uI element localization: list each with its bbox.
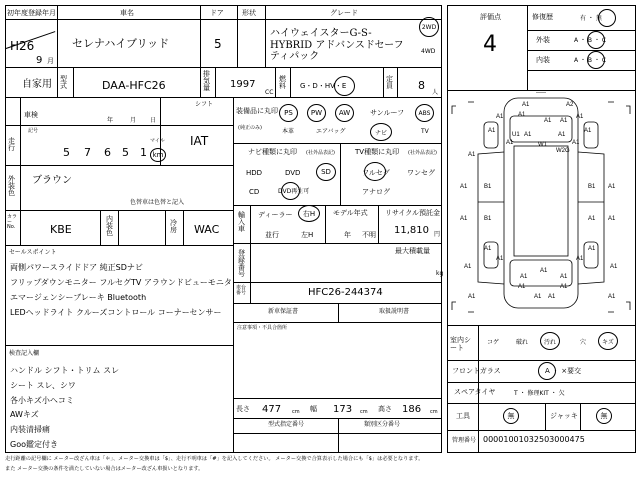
month-unit: 月 bbox=[47, 57, 54, 65]
jack-none-circle: 無 bbox=[596, 408, 612, 424]
equip-ps-circle: PS bbox=[279, 104, 298, 122]
divider bbox=[5, 97, 442, 98]
divider bbox=[183, 210, 184, 245]
divider bbox=[250, 282, 251, 303]
seat-scratch-circle: キズ bbox=[598, 332, 618, 350]
divider bbox=[325, 205, 326, 243]
seat-label: 室内シート bbox=[450, 336, 471, 353]
exterior-b-circle bbox=[587, 31, 605, 49]
tv-oneseg: ワンセグ bbox=[407, 169, 435, 177]
divider bbox=[580, 403, 581, 430]
damage-mark: A1 bbox=[560, 284, 568, 290]
damage-mark: A1 bbox=[584, 128, 592, 134]
divider bbox=[397, 67, 398, 97]
doors: 5 bbox=[214, 37, 222, 51]
yen: 円 bbox=[434, 231, 441, 238]
divider bbox=[447, 90, 636, 91]
divider bbox=[73, 67, 74, 97]
height-unit: cm bbox=[430, 409, 438, 415]
inspector-note: ハンドル シフト・トリム スレ bbox=[10, 366, 120, 375]
divider bbox=[233, 243, 442, 244]
nav-sd-circle: SD bbox=[316, 163, 336, 181]
divider bbox=[527, 5, 528, 90]
damage-mark: A1 bbox=[464, 264, 472, 270]
damage-mark: A1 bbox=[540, 268, 548, 274]
inspection-month: 月 bbox=[130, 117, 137, 124]
damage-mark: A1 bbox=[468, 294, 476, 300]
divider bbox=[233, 282, 442, 283]
interior-label: 内装 bbox=[536, 56, 550, 64]
capacity: 8 bbox=[418, 79, 425, 92]
score-label: 評価点 bbox=[480, 13, 501, 21]
divider bbox=[57, 5, 58, 97]
tv-sub: (社外品表記) bbox=[408, 150, 437, 156]
km-circle: km bbox=[150, 148, 166, 162]
parallel: 並行 bbox=[265, 231, 279, 239]
model-label: 型式 bbox=[60, 75, 67, 90]
damage-mark: A1 bbox=[608, 216, 616, 222]
repair-label: 修復歴 bbox=[532, 13, 553, 21]
divider bbox=[265, 5, 266, 67]
divider bbox=[290, 67, 291, 97]
divider bbox=[545, 403, 546, 430]
damage-mark: A1 bbox=[524, 132, 532, 138]
equip-sunroof: サンルーフ bbox=[370, 109, 405, 117]
damage-mark: A1 bbox=[560, 118, 568, 124]
damage-mark: A1 bbox=[588, 216, 596, 222]
inspector-note: 各小キズ小ヘコミ bbox=[10, 396, 74, 405]
damage-mark: A1 bbox=[576, 114, 584, 120]
divider bbox=[447, 430, 636, 431]
divider bbox=[200, 67, 201, 97]
damage-mark: A1 bbox=[560, 274, 568, 280]
drive-2wd-circle: 2WD bbox=[419, 17, 439, 37]
sales-point: フリップダウンモニター フルセグTV アラウンドビューモニタ bbox=[10, 278, 232, 287]
divider bbox=[5, 19, 442, 20]
damage-mark: W1 bbox=[538, 142, 547, 148]
inspector-label: 検査記入欄 bbox=[9, 350, 40, 357]
color: ブラウン bbox=[32, 175, 72, 186]
equip-abs-circle: ABS bbox=[415, 104, 434, 122]
equipment-sublabel: (純正のみ) bbox=[238, 125, 262, 131]
sales-points-label: セールスポイント bbox=[9, 249, 57, 256]
mileage-digit: 5 bbox=[122, 146, 129, 159]
damage-mark: A1 bbox=[544, 118, 552, 124]
recycle-label: リサイクル預託金 bbox=[385, 209, 441, 217]
divider bbox=[233, 398, 442, 399]
damage-mark: A1 bbox=[496, 114, 504, 120]
footer-line-2: また メーター交換の条件を満たしていない場合はメーター改ざん車扱いとなります。 bbox=[5, 466, 204, 472]
tv-analog: アナログ bbox=[362, 188, 390, 196]
first-reg-month: 9 bbox=[36, 55, 43, 66]
reg-no-label: 登録番号 bbox=[238, 249, 245, 278]
damage-mark: A1 bbox=[518, 284, 526, 290]
dealer: ディーラー bbox=[258, 211, 293, 219]
divider bbox=[233, 322, 442, 323]
divider bbox=[5, 125, 233, 126]
fuel-label: 燃料 bbox=[279, 75, 286, 90]
damage-mark: B1 bbox=[484, 184, 492, 190]
sales-point: 両側パワースライドドア 純正SDナビ bbox=[10, 263, 143, 272]
height: 186 bbox=[402, 404, 422, 415]
damage-mark: A1 bbox=[506, 140, 514, 146]
repair-opts: 有 ・ 無 bbox=[580, 15, 602, 22]
grade: ハイウェイスターG-S-HYBRID アドバンスドセーフティパック bbox=[270, 28, 404, 62]
divider bbox=[447, 403, 636, 404]
divider bbox=[338, 303, 339, 322]
mile-unit: マイル bbox=[150, 138, 165, 144]
shape-label: 形状 bbox=[242, 9, 256, 17]
tools-none-circle: 無 bbox=[503, 408, 519, 424]
color-label: 外装色 bbox=[8, 175, 15, 197]
displacement-label: 排気量 bbox=[203, 70, 210, 92]
divider bbox=[233, 143, 442, 144]
damage-mark: A1 bbox=[484, 246, 492, 252]
seat-stain-circle: 汚れ bbox=[540, 332, 560, 350]
divider bbox=[5, 345, 233, 346]
divider bbox=[200, 5, 201, 67]
model-year-unknown: 不明 bbox=[362, 231, 376, 239]
damage-mark: A1 bbox=[520, 274, 528, 280]
nav-cd: CD bbox=[249, 188, 260, 196]
purpose: 自家用 bbox=[22, 79, 52, 90]
color-code: KBE bbox=[50, 223, 72, 236]
length: 477 bbox=[262, 404, 282, 415]
divider bbox=[233, 205, 442, 206]
inspector-note: シート スレ、シワ bbox=[10, 381, 76, 390]
mileage-digit: 1 bbox=[140, 146, 147, 159]
interior-b-circle bbox=[587, 51, 605, 69]
length-unit: cm bbox=[292, 409, 300, 415]
damage-mark: B1 bbox=[484, 216, 492, 222]
warranty-label: 新車保証書 bbox=[268, 308, 299, 315]
width: 173 bbox=[333, 404, 353, 415]
tv-fullseg: フルセグ bbox=[362, 169, 390, 177]
repair-none-circle bbox=[598, 9, 616, 27]
equip-pw-circle: PW bbox=[307, 104, 326, 122]
damage-mark: A1 bbox=[588, 246, 596, 252]
damage-mark: A1 bbox=[558, 132, 566, 138]
divider bbox=[250, 205, 251, 282]
handle-left: 左H bbox=[301, 231, 314, 239]
cc-unit: CC bbox=[265, 89, 274, 96]
fuel-hv-circle bbox=[334, 76, 355, 96]
notes-label: 注意事項・不具合箇所 bbox=[237, 325, 288, 331]
shift-label: シフト bbox=[195, 101, 214, 108]
damage-mark: A1 bbox=[468, 152, 476, 158]
car-diagram bbox=[448, 92, 634, 322]
door-label: ドア bbox=[210, 9, 224, 17]
divider bbox=[447, 382, 636, 383]
divider bbox=[527, 30, 636, 31]
color-note: 色替車は色替と記入 bbox=[130, 199, 185, 206]
equip-tv: TV bbox=[421, 128, 429, 135]
chassis: HFC26-244374 bbox=[308, 287, 383, 298]
recycle-amount: 11,810 bbox=[394, 225, 429, 236]
handle-right-circle: 右H bbox=[298, 205, 320, 222]
divider bbox=[5, 245, 233, 246]
damage-mark: B1 bbox=[588, 184, 596, 190]
nav-title: ナビ種類に丸印 bbox=[248, 148, 297, 156]
divider bbox=[5, 210, 233, 211]
divider bbox=[237, 5, 238, 67]
damage-mark: A1 bbox=[610, 264, 618, 270]
damage-mark: A1 bbox=[608, 184, 616, 190]
mileage-digit: 7 bbox=[84, 146, 91, 159]
divider bbox=[340, 143, 341, 205]
spare-opts: T ・ 修理KIT ・ 欠 bbox=[514, 390, 565, 397]
nav-dvd-play: DVD再生可 bbox=[278, 188, 310, 195]
inspector-note: AWキズ bbox=[10, 410, 39, 419]
chassis-label: 車台番号 bbox=[236, 285, 247, 296]
jack-label: ジャッキ bbox=[550, 412, 578, 420]
divider bbox=[447, 360, 636, 361]
damage-mark-center: W2G bbox=[556, 148, 570, 154]
seat-tear: 破れ bbox=[516, 339, 529, 346]
damage-mark: A2 bbox=[566, 102, 574, 108]
interior-color-label: 内装色 bbox=[106, 215, 113, 237]
divider bbox=[100, 210, 101, 245]
divider bbox=[383, 67, 384, 97]
damage-mark: A1 bbox=[518, 112, 526, 118]
divider bbox=[165, 210, 166, 245]
kg: kg bbox=[436, 270, 444, 277]
class-no-label: 類別区分番号 bbox=[364, 421, 401, 428]
seat-hole: 穴 bbox=[580, 339, 587, 346]
inspection-label: 車検 bbox=[24, 111, 38, 119]
equipment-label: 装備品に丸印 bbox=[236, 107, 278, 115]
capacity-label: 定員 bbox=[386, 75, 393, 90]
nav-sub: (社外品表記) bbox=[306, 150, 335, 156]
footer-line-1: 走行距離の記号欄に メーター改ざん車は「＊」、メーター交換車は「$」、走行不明車は「#」を記入してください。 メーター交換で合算表示した場合にも「$」は必要となります。 bbox=[5, 456, 424, 462]
manual-label: 取扱説明書 bbox=[379, 308, 410, 315]
divider bbox=[5, 67, 442, 68]
mileage-digit: 6 bbox=[104, 146, 111, 159]
mileage-digit: 5 bbox=[63, 146, 70, 159]
damage-mark: A1 bbox=[572, 140, 580, 146]
damage-mark: A1 bbox=[548, 294, 556, 300]
length-label: 長さ bbox=[236, 405, 250, 413]
mileage-sub: 記号 bbox=[28, 128, 39, 134]
divider bbox=[118, 210, 119, 245]
model-year-year: 年 bbox=[344, 231, 351, 239]
divider bbox=[215, 67, 216, 97]
damage-mark: A1 bbox=[460, 184, 468, 190]
mgmt-label: 管理番号 bbox=[452, 437, 477, 444]
equip-airbag: エアバッグ bbox=[316, 128, 346, 135]
divider bbox=[378, 205, 379, 243]
inspection-day: 日 bbox=[150, 117, 157, 124]
color-code-label: カラーNo. bbox=[7, 214, 18, 230]
displacement: 1997 bbox=[230, 79, 256, 90]
first-reg-era: H26 bbox=[10, 39, 35, 53]
mgmt-no: 0000100103250300047​5 bbox=[483, 435, 585, 444]
inspection-year: 年 bbox=[107, 117, 114, 124]
damage-mark: A1 bbox=[534, 294, 542, 300]
car-name-label: 車名 bbox=[120, 9, 134, 17]
divider bbox=[20, 97, 21, 245]
spare-label: スペアタイヤ bbox=[454, 388, 496, 396]
interior-opts: A ・ B ・ C bbox=[574, 57, 607, 64]
equip-navi-circle: ナビ bbox=[370, 123, 392, 141]
front-glass-a-circle bbox=[538, 362, 556, 380]
mileage-label: 走行 bbox=[8, 137, 15, 152]
cooler-label: 冷房 bbox=[170, 219, 177, 234]
first-reg-label: 初年度登録年月 bbox=[7, 9, 56, 17]
drive-4wd: 4WD bbox=[421, 48, 436, 55]
damage-mark: A1 bbox=[496, 256, 504, 262]
damage-mark: A1 bbox=[488, 128, 496, 134]
exterior-opts: A ・ B ・ C bbox=[574, 37, 607, 44]
inspector-note: 内装清掃痛 bbox=[10, 425, 50, 434]
model-year-label: モデル年式 bbox=[333, 209, 368, 217]
tv-title: TV種類に丸印 bbox=[355, 148, 400, 156]
equip-leather: 本革 bbox=[282, 128, 295, 135]
grade-label: グレード bbox=[330, 9, 358, 17]
inspector-note: Goo鑑定付き bbox=[10, 440, 58, 449]
car-name: セレナハイブリッド bbox=[72, 37, 170, 50]
divider bbox=[527, 50, 636, 51]
front-glass-label: フロントガラス bbox=[452, 367, 501, 375]
divider bbox=[447, 325, 636, 326]
width-label: 幅 bbox=[310, 405, 317, 413]
divider bbox=[338, 418, 339, 453]
divider bbox=[233, 97, 234, 453]
divider bbox=[527, 70, 636, 71]
damage-mark: A1 bbox=[460, 216, 468, 222]
sales-point: LEDヘッドライト クルーズコントロール コーナーセンサー bbox=[10, 308, 222, 317]
cooler: WAC bbox=[194, 223, 220, 236]
exterior-label: 外装 bbox=[536, 36, 550, 44]
height-label: 高さ bbox=[378, 405, 392, 413]
divider bbox=[275, 67, 276, 97]
divider bbox=[5, 165, 233, 166]
import-label: 輸入車 bbox=[238, 211, 245, 233]
score-value: 4 bbox=[483, 32, 497, 57]
fuel-options: G・D・HV・E bbox=[300, 82, 347, 90]
seat-burn: コゲ bbox=[487, 339, 500, 346]
nav-dvd: DVD bbox=[285, 169, 301, 177]
equip-aw-circle: AW bbox=[335, 104, 354, 122]
nav-hdd: HDD bbox=[246, 169, 263, 177]
max-load-label: 最大積載量 bbox=[395, 247, 430, 255]
type-no-label: 型式指定番号 bbox=[268, 421, 305, 428]
width-unit: cm bbox=[360, 409, 368, 415]
damage-mark: U1 bbox=[512, 132, 520, 138]
shift: IAT bbox=[190, 134, 209, 148]
model: DAA-HFC26 bbox=[102, 79, 166, 92]
sales-point: エマージェンシーブレーキ Bluetooth bbox=[10, 293, 147, 302]
damage-mark: A1 bbox=[576, 256, 584, 262]
damage-mark: A1 bbox=[522, 102, 530, 108]
capacity-unit: 人 bbox=[432, 89, 439, 96]
front-glass-opts: A ・ ×要交 bbox=[545, 367, 582, 375]
tools-label: 工具 bbox=[456, 412, 470, 420]
damage-mark: A1 bbox=[608, 294, 616, 300]
